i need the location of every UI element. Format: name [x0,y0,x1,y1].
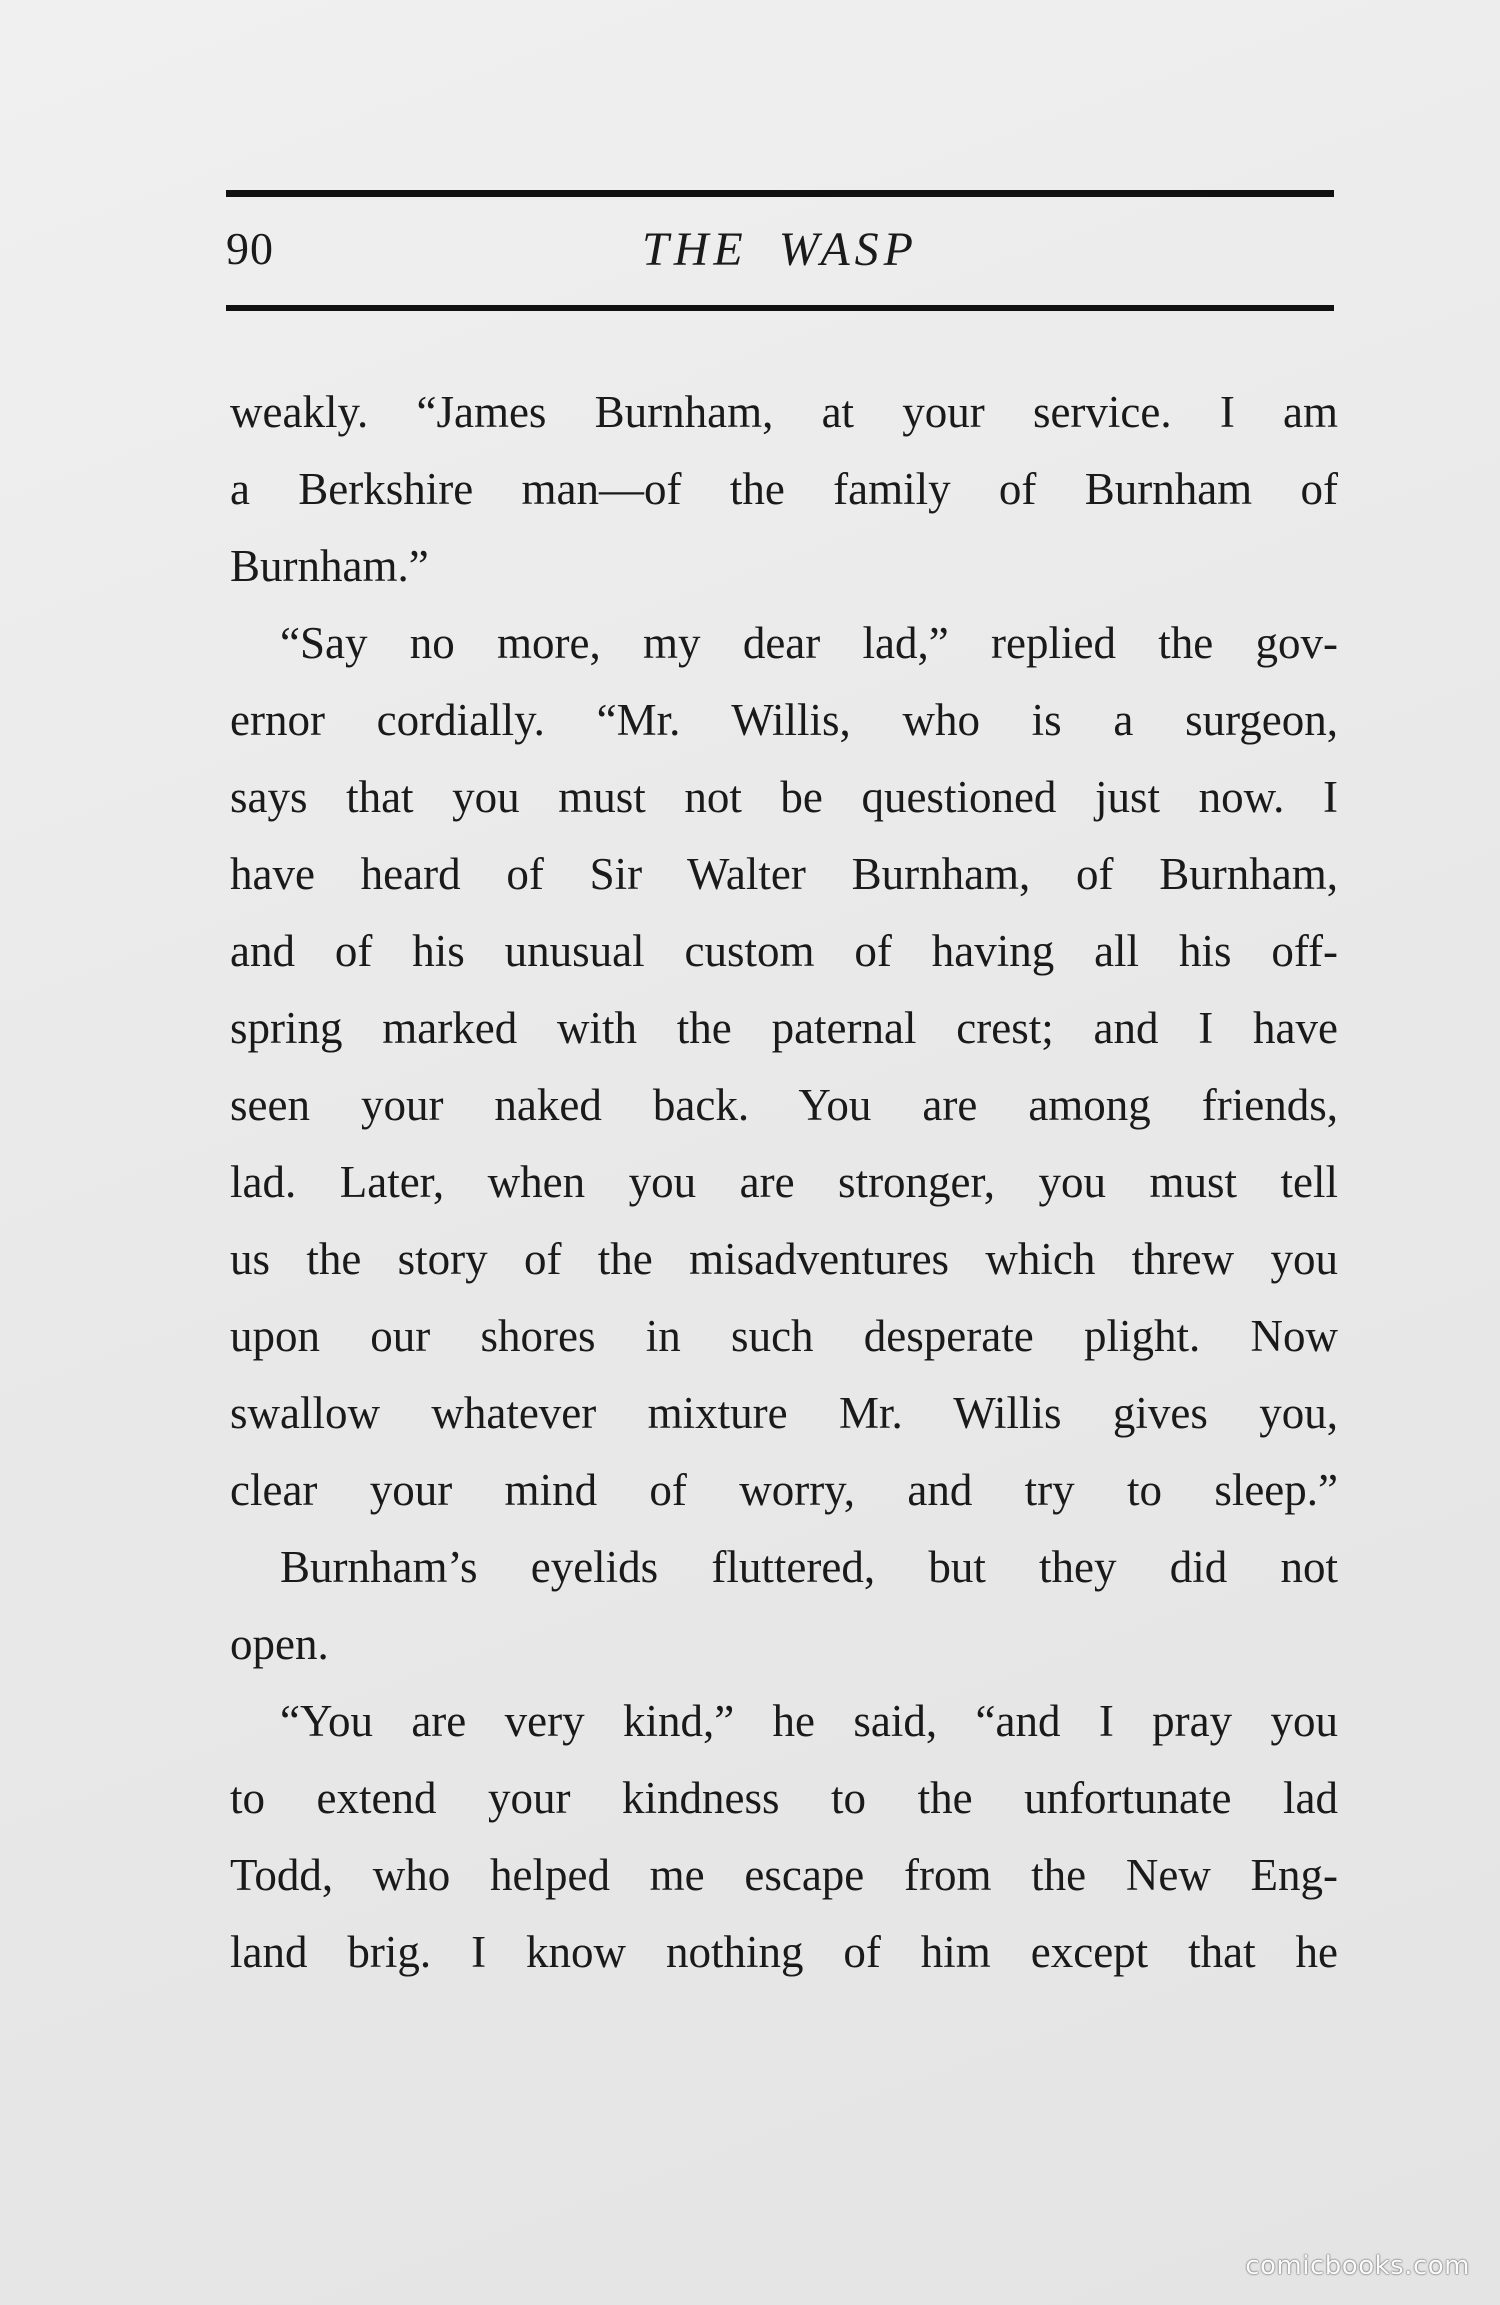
text-line: ernor cordially. “Mr. Willis, who is a surgeon, [230,695,1338,745]
text-line: says that you must not be questioned just now. I [230,772,1338,822]
text-line: lad. Later, when you are stronger, you must tell [230,1157,1338,1207]
text-line: weakly. “James Burnham, at your service. I am [230,387,1338,437]
text-line: have heard of Sir Walter Burnham, of Burnham, [230,849,1338,899]
text-line: spring marked with the paternal crest; and I have [230,1003,1338,1053]
running-title: THE WASP [642,223,918,276]
text-line: upon our shores in such desperate plight. Now [230,1311,1338,1361]
text-line: clear your mind of worry, and try to sleep.” [230,1465,1338,1515]
text-line: Todd, who helped me escape from the New Eng- [230,1850,1338,1900]
text-line: and of his unusual custom of having all his off- [230,926,1338,976]
text-line: Burnham.” [230,541,429,591]
header-top-rule [226,190,1334,197]
watermark: comicbooks.com [1245,2251,1470,2281]
text-line: “You are very kind,” he said, “and I pray you [280,1696,1338,1746]
header-bottom-rule [226,305,1334,311]
text-line: swallow whatever mixture Mr. Willis gives you, [230,1388,1338,1438]
page-number: 90 [226,223,274,274]
text-line: “Say no more, my dear lad,” replied the gov- [280,618,1338,668]
text-line: seen your naked back. You are among friends, [230,1080,1338,1130]
text-line: a Berkshire man—of the family of Burnham of [230,464,1338,514]
text-line: to extend your kindness to the unfortunate lad [230,1773,1338,1823]
text-line: us the story of the misadventures which threw you [230,1234,1338,1284]
text-line: Burnham’s eyelids fluttered, but they did not [280,1542,1338,1592]
text-line: land brig. I know nothing of him except that he [230,1927,1338,1977]
text-line: open. [230,1619,329,1669]
